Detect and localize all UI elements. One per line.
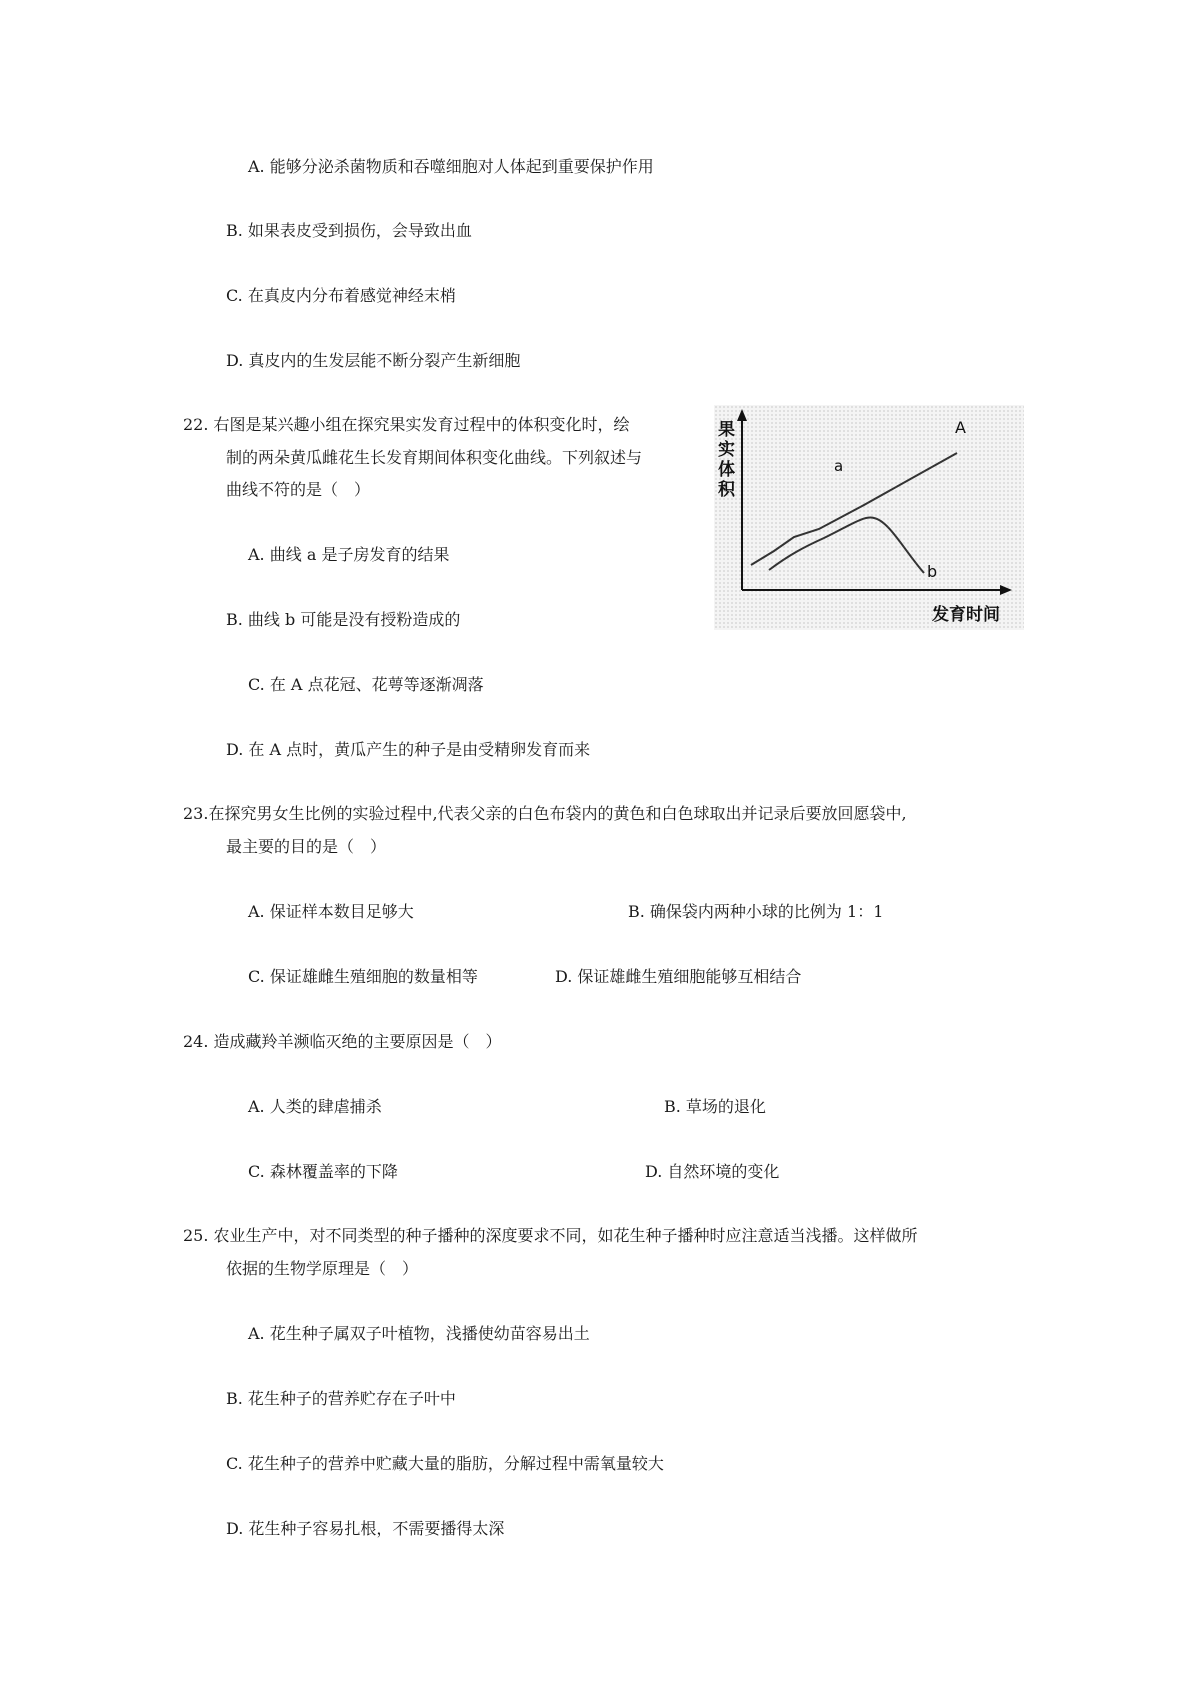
figure-y-axis-arrow <box>737 409 747 421</box>
q22-stem-line1: 22. 右图是某兴趣小组在探究果实发育过程中的体积变化时，绘 <box>183 415 630 434</box>
q23-option-b: B. 确保袋内两种小球的比例为 1：1 <box>628 902 884 921</box>
q21-option-b: B. 如果表皮受到损伤，会导致出血 <box>226 221 472 240</box>
q22-option-a: A. 曲线 a 是子房发育的结果 <box>248 545 450 564</box>
q22-fruit-volume-figure <box>714 405 1024 630</box>
figure-label-A: A <box>955 418 966 437</box>
q24-option-d: D. 自然环境的变化 <box>645 1162 780 1181</box>
curve-a <box>751 453 957 565</box>
figure-x-axis-arrow <box>1000 585 1012 595</box>
figure-ylabel-char: 实 <box>718 440 735 460</box>
q22-option-b: B. 曲线 b 可能是没有授粉造成的 <box>226 610 461 629</box>
curve-b <box>769 518 924 573</box>
q23-stem-line1: 23.在探究男女生比例的实验过程中,代表父亲的白色布袋内的黄色和白色球取出并记录后要放回愿袋中, <box>183 804 907 823</box>
q23-stem-line2: 最主要的目的是（ ） <box>226 837 387 856</box>
figure-xlabel: 发育时间 <box>932 605 1000 625</box>
q24-option-c: C. 森林覆盖率的下降 <box>248 1162 398 1181</box>
q24-stem: 24. 造成藏羚羊濒临灭绝的主要原因是（ ） <box>183 1032 502 1051</box>
q23-option-d: D. 保证雄雌生殖细胞能够互相结合 <box>555 967 802 986</box>
q25-option-a: A. 花生种子属双子叶植物，浅播使幼苗容易出土 <box>248 1324 590 1343</box>
figure-label-a: a <box>834 457 844 475</box>
q25-option-d: D. 花生种子容易扎根，不需要播得太深 <box>226 1519 505 1538</box>
figure-label-b: b <box>927 562 938 581</box>
figure-ylabel-char: 体 <box>718 460 735 480</box>
q22-stem-line3: 曲线不符的是（ ） <box>226 480 371 499</box>
q22-option-c: C. 在 A 点花冠、花萼等逐渐凋落 <box>248 675 484 694</box>
q25-stem-line1: 25. 农业生产中，对不同类型的种子播种的深度要求不同，如花生种子播种时应注意适当浅播。这样做所 <box>183 1226 918 1245</box>
q24-option-b: B. 草场的退化 <box>664 1097 766 1116</box>
q22-option-d: D. 在 A 点时，黄瓜产生的种子是由受精卵发育而来 <box>226 740 591 759</box>
q22-figure-svg <box>714 405 1024 630</box>
q23-option-c: C. 保证雄雌生殖细胞的数量相等 <box>248 967 478 986</box>
q24-option-a: A. 人类的肆虐捕杀 <box>248 1097 382 1116</box>
q25-option-c: C. 花生种子的营养中贮藏大量的脂肪，分解过程中需氧量较大 <box>226 1454 664 1473</box>
q21-option-c: C. 在真皮内分布着感觉神经末梢 <box>226 286 456 305</box>
q23-option-a: A. 保证样本数目足够大 <box>248 902 414 921</box>
figure-ylabel-char: 果 <box>718 420 735 440</box>
q25-option-b: B. 花生种子的营养贮存在子叶中 <box>226 1389 456 1408</box>
q21-option-d: D. 真皮内的生发层能不断分裂产生新细胞 <box>226 351 521 370</box>
figure-ylabel-char: 积 <box>718 480 735 500</box>
q21-option-a: A. 能够分泌杀菌物质和吞噬细胞对人体起到重要保护作用 <box>248 157 654 176</box>
q25-stem-line2: 依据的生物学原理是（ ） <box>226 1259 419 1278</box>
q22-stem-line2: 制的两朵黄瓜雌花生长发育期间体积变化曲线。下列叙述与 <box>226 448 643 467</box>
